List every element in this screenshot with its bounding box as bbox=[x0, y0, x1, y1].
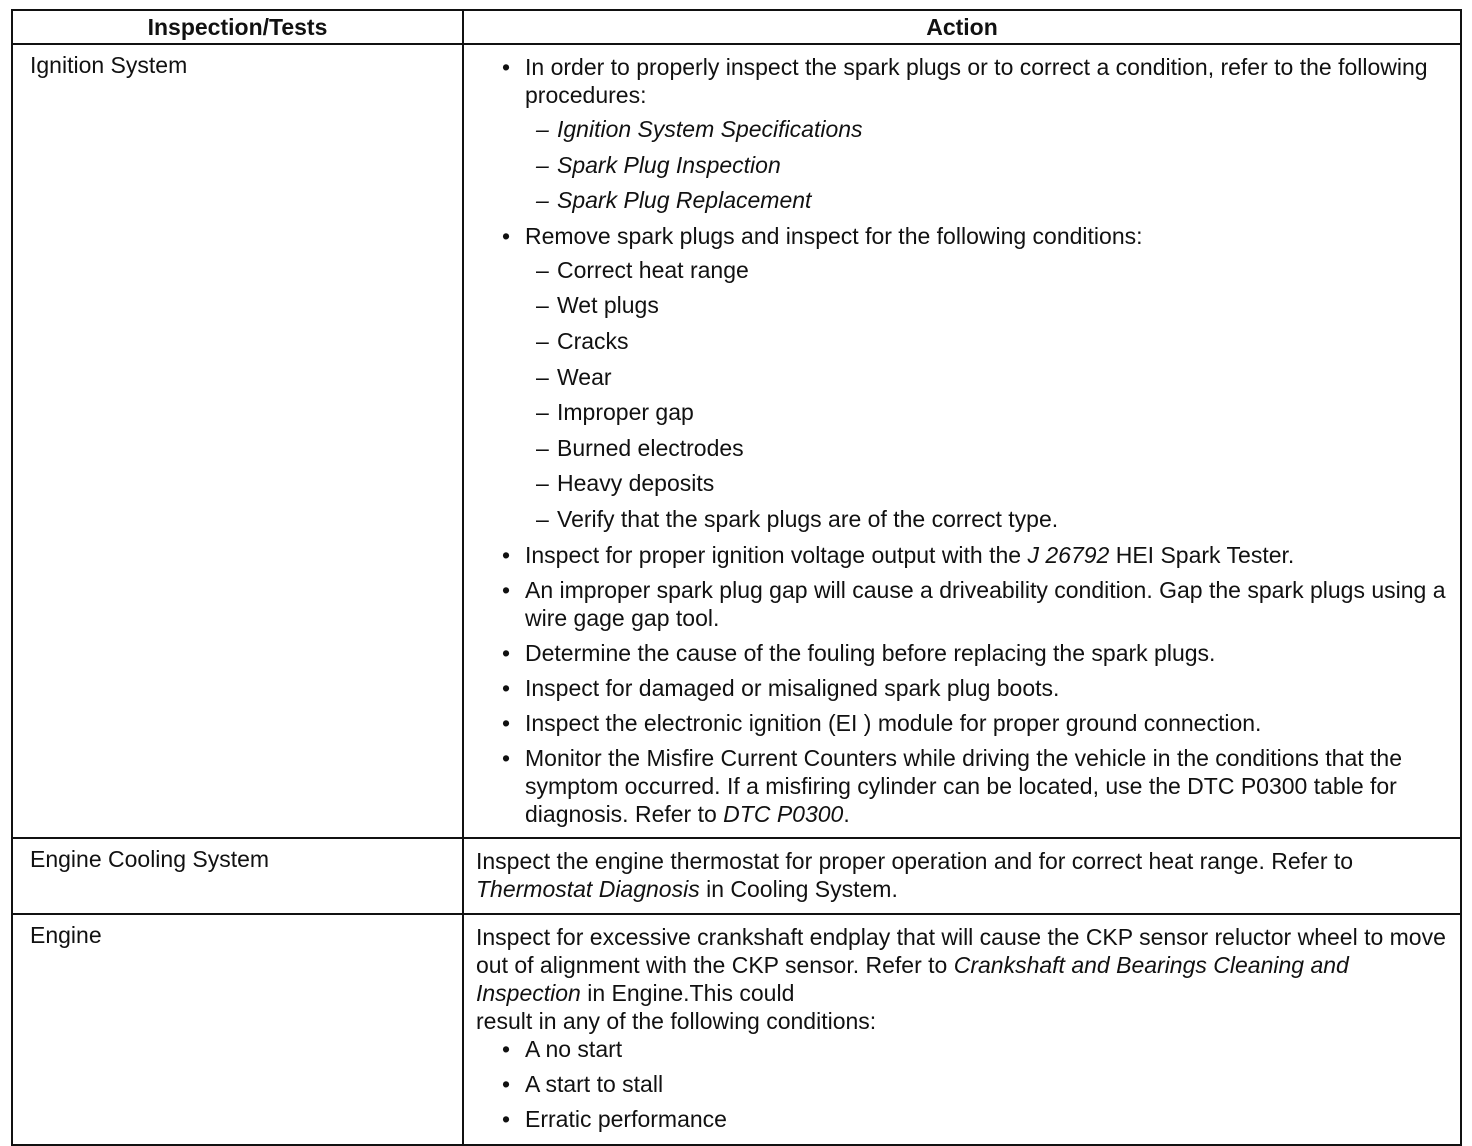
action-bullet-list bbox=[476, 53, 1450, 828]
list-item: • Inspect for damaged or misaligned spark plug boots. bbox=[525, 674, 1450, 702]
condition-item: – Burned electrodes bbox=[557, 434, 1450, 462]
thermostat-diagnosis-link[interactable]: Thermostat Diagnosis bbox=[476, 875, 700, 902]
row-label: Engine bbox=[12, 914, 463, 1145]
engine-condition-list bbox=[476, 1035, 1450, 1133]
table-row-ignition-system bbox=[12, 44, 1461, 838]
list-item: • A no start bbox=[525, 1035, 1450, 1063]
condition-item: – Heavy deposits bbox=[557, 469, 1450, 497]
condition-item: – Correct heat range bbox=[557, 256, 1450, 284]
table-row-engine bbox=[12, 914, 1461, 1145]
list-item: • A start to stall bbox=[525, 1070, 1450, 1098]
crankshaft-bearings-link[interactable]: Crankshaft and Bearings Cleaning and Inspection bbox=[476, 951, 1349, 1006]
dtc-p0300-link[interactable]: DTC P0300 bbox=[723, 800, 844, 827]
condition-item: – Wet plugs bbox=[557, 291, 1450, 319]
list-item: • Erratic performance bbox=[525, 1105, 1450, 1133]
list-item: • Monitor the Misfire Current Counters while driving the vehicle in the conditions that the symptom occurred. If a misfiring cylinder can be located, use the DTC P0300 table for diagnosis. Refer to DTC P0300. bbox=[525, 744, 1450, 828]
row-action bbox=[463, 44, 1461, 838]
list-item: • Determine the cause of the fouling before replacing the spark plugs. bbox=[525, 639, 1450, 667]
procedure-link-spark-plug-replacement[interactable]: – Spark Plug Replacement bbox=[557, 186, 1450, 214]
inspection-table-page bbox=[11, 9, 1460, 1146]
condition-item: – Cracks bbox=[557, 327, 1450, 355]
list-item: • An improper spark plug gap will cause a driveability condition. Gap the spark plugs using a wire gage gap tool. bbox=[525, 576, 1450, 632]
row-action bbox=[463, 914, 1461, 1145]
header-row bbox=[12, 10, 1461, 44]
row-action bbox=[463, 838, 1461, 914]
action-paragraph: Inspect the engine thermostat for proper operation and for correct heat range. Refer to Thermostat Diagnosis in Cooling System. bbox=[476, 847, 1354, 902]
action-paragraph-continued: result in any of the following conditions: bbox=[476, 1007, 877, 1034]
list-item: • Inspect the electronic ignition (EI ) module for proper ground connection. bbox=[525, 709, 1450, 737]
list-item: • In order to properly inspect the spark plugs or to correct a condition, refer to the following procedures: – Ignition System Specifications – Spark Plug Inspection – Spark Plug Replacement bbox=[525, 53, 1450, 214]
condition-item: – Wear bbox=[557, 363, 1450, 391]
row-label: Engine Cooling System bbox=[12, 838, 463, 914]
condition-list bbox=[525, 256, 1450, 533]
tool-reference-j26792: J 26792 bbox=[1027, 541, 1110, 568]
action-paragraph: Inspect for excessive crankshaft endplay that will cause the CKP sensor reluctor wheel to move out of alignment with the CKP sensor. Refer to Crankshaft and Bearings Cleaning and Inspection in Engine.This could bbox=[476, 923, 1446, 1006]
list-item: • Inspect for proper ignition voltage output with the J 26792 HEI Spark Tester. bbox=[525, 541, 1450, 569]
header-action: Action bbox=[463, 10, 1461, 44]
condition-item: – Verify that the spark plugs are of the correct type. bbox=[557, 505, 1450, 533]
condition-item: – Improper gap bbox=[557, 398, 1450, 426]
procedure-link-spark-plug-inspection[interactable]: – Spark Plug Inspection bbox=[557, 151, 1450, 179]
header-inspection-tests: Inspection/Tests bbox=[12, 10, 463, 44]
list-item: • Remove spark plugs and inspect for the following conditions: – Correct heat range – Wet plugs – Cracks – Wear – Improper gap – Burned electrodes – Heavy deposits – Verify that the spark plugs are of the correct type. bbox=[525, 222, 1450, 533]
inspection-table bbox=[11, 9, 1462, 1146]
procedure-list bbox=[525, 115, 1450, 214]
procedure-link-ignition-system-specifications[interactable]: – Ignition System Specifications bbox=[557, 115, 1450, 143]
row-label: Ignition System bbox=[12, 44, 463, 838]
table-row-engine-cooling-system bbox=[12, 838, 1461, 914]
